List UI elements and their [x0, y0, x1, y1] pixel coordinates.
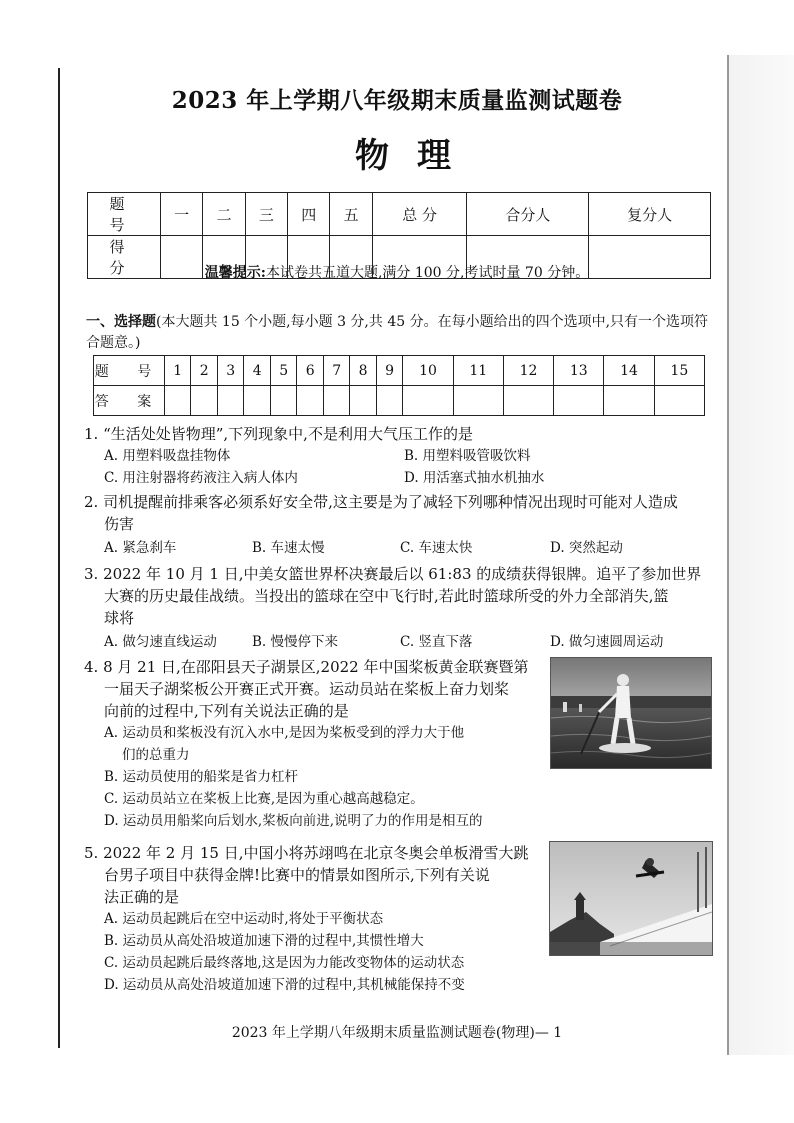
option-c[interactable]: C. 运动员站立在桨板上比赛,是因为重心越高越稳定。 — [104, 791, 424, 807]
option-b[interactable]: B. 运动员使用的船桨是省力杠杆 — [104, 769, 299, 785]
answer-cell[interactable] — [217, 386, 243, 416]
answer-cell[interactable] — [244, 386, 270, 416]
answer-cell[interactable] — [554, 386, 604, 416]
question-number-cell: 6 — [297, 356, 323, 386]
question-options — [84, 631, 724, 653]
option-b[interactable]: B. 慢慢停下来 — [252, 634, 339, 650]
question-stem-line: 向前的过程中,下列有关说法正确的是 — [104, 702, 349, 720]
score-header-cell: 四 — [288, 193, 330, 236]
question-stem-line: 球将 — [104, 609, 135, 627]
question-number-cell: 12 — [503, 356, 553, 386]
question-3 — [84, 563, 724, 653]
question-stem-line: 4. 8 月 21 日,在邵阳县天子湖景区,2022 年中国桨板黄金联赛暨第 — [84, 658, 529, 676]
score-header-cell: 五 — [330, 193, 372, 236]
score-header-cell: 一 — [161, 193, 203, 236]
score-header-cell: 三 — [245, 193, 287, 236]
answer-table — [93, 355, 705, 416]
question-1 — [84, 423, 724, 489]
score-header-cell: 题 号 — [88, 193, 161, 236]
option-d[interactable]: D. 运动员从高处沿坡道加速下滑的过程中,其机械能保持不变 — [104, 977, 465, 993]
answer-cell[interactable] — [503, 386, 553, 416]
section-one-header — [86, 312, 716, 354]
option-d[interactable]: D. 运动员用船桨向后划水,桨板向前进,说明了力的作用是相互的 — [104, 813, 483, 829]
score-header-cell: 二 — [203, 193, 245, 236]
question-2 — [84, 491, 724, 559]
question-stem-line: 法正确的是 — [104, 888, 180, 906]
binding-line — [58, 68, 60, 1048]
option-a[interactable]: A. 做匀速直线运动 — [104, 634, 217, 650]
answer-cell[interactable] — [165, 386, 191, 416]
score-header-cell: 复分人 — [589, 193, 711, 236]
question-number-cell: 14 — [604, 356, 654, 386]
section-description: (本大题共 15 个小题,每小题 3 分,共 45 分。在每小题给出的四个选项中,只有一个选项符合题意。) — [86, 314, 709, 351]
option-a[interactable]: A. 紧急刹车 — [104, 540, 177, 556]
score-row-label: 得 分 — [88, 236, 161, 279]
score-table-header-row — [88, 193, 711, 236]
answer-input-row — [94, 386, 705, 416]
option-d[interactable]: D. 做匀速圆周运动 — [550, 634, 664, 650]
option-b[interactable]: B. 车速太慢 — [252, 540, 325, 556]
option-a-continued: 们的总重力 — [122, 747, 190, 763]
answer-cell[interactable] — [376, 386, 402, 416]
question-number-cell: 9 — [376, 356, 402, 386]
page-edge — [727, 55, 729, 1055]
option-a[interactable]: A. 运动员和桨板没有沉入水中,是因为桨板受到的浮力大于他 — [104, 725, 465, 741]
paddleboard-photo — [550, 657, 712, 769]
question-stem-line: 一届天子湖桨板公开赛正式开赛。运动员站在桨板上奋力划桨 — [104, 680, 510, 698]
option-c[interactable]: C. 用注射器将药液注入病人体内 — [104, 470, 298, 486]
option-b[interactable]: B. 运动员从高处沿坡道加速下滑的过程中,其惯性增大 — [104, 933, 424, 949]
answer-number-row — [94, 356, 705, 386]
question-number-cell: 3 — [217, 356, 243, 386]
answer-cell[interactable] — [654, 386, 704, 416]
answer-row-label: 题 号 — [94, 356, 165, 386]
snowboard-photo — [549, 841, 713, 956]
question-stem-line: 2. 司机提醒前排乘客必须系好安全带,这主要是为了减轻下列哪种情况出现时可能对人造成 — [84, 493, 678, 511]
exam-tip — [0, 262, 794, 282]
option-d[interactable]: D. 用活塞式抽水机抽水 — [404, 470, 545, 486]
section-title: 一、选择题 — [86, 314, 156, 330]
answer-cell[interactable] — [453, 386, 503, 416]
question-number-cell: 4 — [244, 356, 270, 386]
answer-cell[interactable] — [270, 386, 296, 416]
question-number-cell: 7 — [323, 356, 349, 386]
answer-cell[interactable] — [323, 386, 349, 416]
question-stem-line: 3. 2022 年 10 月 1 日,中美女篮世界杯决赛最后以 61:83 的成绩获得银牌。追平了参加世界 — [84, 565, 702, 583]
tip-label: 温馨提示: — [204, 265, 266, 281]
option-b[interactable]: B. 用塑料吸管吸饮料 — [404, 448, 531, 464]
score-header-cell: 合分人 — [467, 193, 589, 236]
question-options — [84, 537, 724, 559]
option-c[interactable]: C. 车速太快 — [400, 540, 473, 556]
option-d[interactable]: D. 突然起动 — [550, 540, 623, 556]
question-stem: 1. “生活处处皆物理”,下列现象中,不是利用大气压工作的是 — [84, 425, 473, 443]
question-number-cell: 13 — [554, 356, 604, 386]
question-number-cell: 5 — [270, 356, 296, 386]
page-footer: 2023 年上学期八年级期末质量监测试题卷(物理)— 1 — [231, 1025, 563, 1041]
question-stem-line: 伤害 — [104, 515, 135, 533]
question-options — [84, 445, 724, 489]
question-number-cell: 2 — [191, 356, 217, 386]
answer-cell[interactable] — [403, 386, 453, 416]
answer-cell[interactable] — [350, 386, 376, 416]
subject-title: 物理 — [355, 136, 479, 176]
question-number-cell: 10 — [403, 356, 453, 386]
option-c[interactable]: C. 运动员起跳后最终落地,这是因为力能改变物体的运动状态 — [104, 955, 465, 971]
question-number-cell: 8 — [350, 356, 376, 386]
tip-text: 本试卷共五道大题,满分 100 分,考试时量 70 分钟。 — [265, 265, 590, 281]
option-a[interactable]: A. 运动员起跳后在空中运动时,将处于平衡状态 — [104, 911, 384, 927]
adjacent-page-bleed — [729, 55, 794, 1055]
answer-cell[interactable] — [297, 386, 323, 416]
question-number-cell: 1 — [165, 356, 191, 386]
answer-row-label: 答 案 — [94, 386, 165, 416]
question-number-cell: 15 — [654, 356, 704, 386]
question-number-cell: 11 — [453, 356, 503, 386]
question-stem-line: 台男子项目中获得金牌!比赛中的情景如图所示,下列有关说 — [104, 866, 490, 884]
question-stem-line: 5. 2022 年 2 月 15 日,中国小将苏翊鸣在北京冬奥会单板滑雪大跳 — [84, 844, 529, 862]
score-header-cell: 总 分 — [372, 193, 467, 236]
question-stem-line: 大赛的历史最佳战绩。当投出的篮球在空中飞行时,若此时篮球所受的外力全部消失,篮 — [104, 587, 669, 605]
option-a[interactable]: A. 用塑料吸盘挂物体 — [104, 448, 231, 464]
answer-cell[interactable] — [191, 386, 217, 416]
option-c[interactable]: C. 竖直下落 — [400, 634, 473, 650]
answer-cell[interactable] — [604, 386, 654, 416]
exam-title: 2023 年上学期八年级期末质量监测试题卷 — [171, 87, 623, 114]
